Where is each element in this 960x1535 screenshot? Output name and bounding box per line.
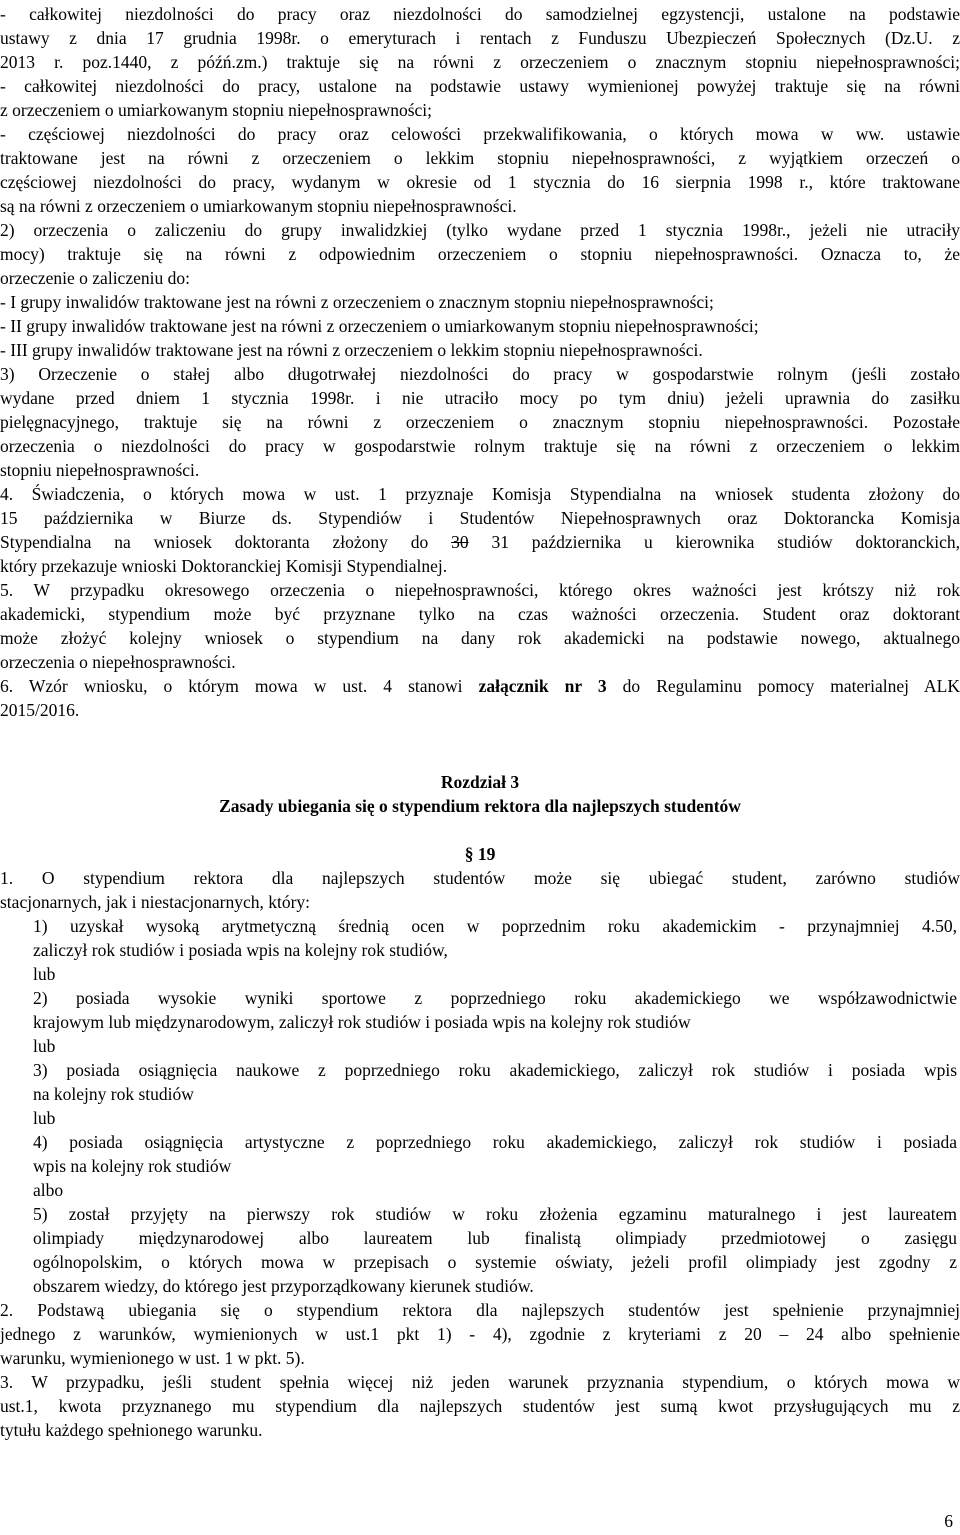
text-line — [0, 530, 960, 554]
text-line: wydane przed dniem 1 stycznia 1998r. i nie utraciło mocy po tym dniu) jeżeli uprawnia do zasiłku — [0, 388, 960, 408]
list-item: zaliczył rok studiów i posiada wpis na kolejny rok studiów, — [33, 940, 448, 960]
text-line: - I grupy inwalidów traktowane jest na równi z orzeczeniem o znacznym stopniu niepełnosprawności; — [0, 292, 714, 312]
text-line: ust.1, kwota przyznanego mu stypendium dla najlepszych studentów jest sumą kwot przysługujących mu z — [0, 1396, 960, 1416]
text-fragment: 6. Wzór wniosku, o którym mowa w ust. 4 stanowi — [0, 676, 463, 696]
page-number: 6 — [944, 1511, 953, 1531]
text-line: - częściowej niezdolności do pracy oraz celowości przekwalifikowania, o których mowa w ww. ustawie — [0, 124, 960, 144]
chapter-subtitle: Zasady ubiegania się o stypendium rektora dla najlepszych studentów — [219, 796, 741, 816]
text-line: 3. W przypadku, jeśli student spełnia więcej niż jeden warunek przyznania stypendium, o których mowa w — [0, 1372, 960, 1392]
text-line: częściowej niezdolności do pracy, wydanym w okresie od 1 stycznia do 16 sierpnia 1998 r., które traktowane — [0, 172, 960, 192]
text-line: 2. Podstawą ubiegania się o stypendium rektora dla najlepszych studentów jest spełnienie przynajmniej — [0, 1300, 960, 1320]
text-line: jednego z warunków, wymienionych w ust.1 pkt 1) - 4), zgodnie z kryteriami z 20 – 24 albo spełnienie — [0, 1324, 960, 1344]
text-line: akademicki, stypendium może być przyznane tylko na czas ważności orzeczenia. Student oraz doktorant — [0, 604, 960, 624]
text-line: - całkowitej niezdolności do pracy oraz niezdolności do samodzielnej egzystencji, ustalone na podstawie — [0, 4, 960, 24]
list-item: wpis na kolejny rok studiów — [33, 1156, 232, 1176]
text-line: traktowane jest na równi z orzeczeniem o lekkim stopniu niepełnosprawności, z wyjątkiem orzeczeń o — [0, 148, 960, 168]
list-item: albo — [33, 1180, 64, 1200]
list-item: na kolejny rok studiów — [33, 1084, 194, 1104]
text-line: 15 października w Biurze ds. Stypendiów i Studentów Niepełnosprawnych oraz Doktorancka Komisja — [0, 508, 960, 528]
text-line: stopniu niepełnosprawności. — [0, 460, 200, 480]
text-line: 2015/2016. — [0, 700, 80, 720]
text-line: są na równi z orzeczeniem o umiarkowanym stopniu niepełnosprawności. — [0, 196, 517, 216]
text-fragment: do Regulaminu pomocy materialnej ALK — [622, 676, 960, 696]
text-line: może złożyć kolejny wniosek o stypendium na dany rok akademicki na podstawie nowego, aktualnego — [0, 628, 960, 648]
text-line: który przekazuje wnioski Doktoranckiej Komisji Stypendialnej. — [0, 556, 448, 576]
text-line: warunku, wymienionego w ust. 1 w pkt. 5). — [0, 1348, 305, 1368]
list-item: 2) posiada wysokie wyniki sportowe z poprzedniego roku akademickiego we współzawodnictwie — [33, 988, 957, 1008]
text-line: 2) orzeczenia o zaliczeniu do grupy inwalidzkiej (tylko wydane przed 1 stycznia 1998r., jeżeli nie utraciły — [0, 220, 960, 240]
struck-text: 30 — [451, 532, 469, 552]
text-line: 3) Orzeczenie o stałej albo długotrwałej niezdolności do pracy w gospodarstwie rolnym (jeśli zostało — [0, 364, 960, 384]
text-line: pielęgnacyjnego, traktuje się na równi z orzeczeniem o znacznym stopniu niepełnosprawności. Pozostałe — [0, 412, 960, 432]
text-line: tytułu każdego spełnionego warunku. — [0, 1420, 263, 1440]
list-item: obszarem wiedzy, do którego jest przyporządkowany kierunek studiów. — [33, 1276, 534, 1296]
text-fragment: 31 października u kierownika studiów doktoranckich, — [491, 532, 960, 552]
list-item: 3) posiada osiągnięcia naukowe z poprzedniego roku akademickiego, zaliczył rok studiów i posiada wpis — [33, 1060, 957, 1080]
list-item: 5) został przyjęty na pierwszy rok studiów w roku złożenia egzaminu maturalnego i jest laureatem — [33, 1204, 957, 1224]
text-line: orzeczenia o niepełnosprawności. — [0, 652, 236, 672]
list-item: ogólnopolskim, o których mowa w przepisach o systemie oświaty, jeżeli profil olimpiady jest zgodny z — [33, 1252, 957, 1272]
list-item: olimpiady międzynarodowej albo laureatem lub finalistą olimpiady przedmiotowej o zasięgu — [33, 1228, 957, 1248]
section-mark: § 19 — [464, 844, 496, 864]
list-item: 4) posiada osiągnięcia artystyczne z poprzedniego roku akademickiego, zaliczył rok studiów i posiada — [33, 1132, 957, 1152]
text-line: 4. Świadczenia, o których mowa w ust. 1 przyznaje Komisja Stypendialna na wniosek studenta złożony do — [0, 484, 960, 504]
list-item: krajowym lub międzynarodowym, zaliczył rok studiów i posiada wpis na kolejny rok studiów — [33, 1012, 691, 1032]
bold-attachment-ref: załącznik nr 3 — [478, 676, 607, 696]
text-line: 2013 r. poz.1440, z późń.zm.) traktuje się na równi z orzeczeniem o znacznym stopniu niepełnosprawności; — [0, 52, 960, 72]
text-line: - II grupy inwalidów traktowane jest na równi z orzeczeniem o umiarkowanym stopniu niepełnosprawności; — [0, 316, 759, 336]
text-fragment: Stypendialna na wniosek doktoranta złożony do — [0, 532, 429, 552]
list-item: lub — [33, 964, 56, 984]
section-number: 19 — [477, 844, 496, 864]
text-line: z orzeczeniem o umiarkowanym stopniu niepełnosprawności; — [0, 100, 433, 120]
text-line: stacjonarnych, jak i niestacjonarnych, który: — [0, 892, 311, 912]
chapter-title: Rozdział 3 — [440, 772, 520, 792]
text-line — [0, 674, 960, 698]
list-item: 1) uzyskał wysoką arytmetyczną średnią ocen w poprzednim roku akademickim - przynajmniej 4.50, — [33, 916, 957, 936]
text-line: ustawy z dnia 17 grudnia 1998r. o emeryturach i rentach z Funduszu Ubezpieczeń Społecznych (Dz.U. z — [0, 28, 960, 48]
text-line: - całkowitej niezdolności do pracy, ustalone na podstawie ustawy wymienionej powyżej traktuje się na równi — [0, 76, 960, 96]
text-line: orzeczenie o zaliczeniu do: — [0, 268, 190, 288]
text-line: mocy) traktuje się na równi z odpowiednim orzeczeniem o stopniu niepełnosprawności. Oznacza to, że — [0, 244, 960, 264]
text-line: 1. O stypendium rektora dla najlepszych studentów może się ubiegać student, zarówno studiów — [0, 868, 960, 888]
list-item: lub — [33, 1108, 56, 1128]
list-item: lub — [33, 1036, 56, 1056]
text-line: - III grupy inwalidów traktowane jest na równi z orzeczeniem o lekkim stopniu niepełnosprawności. — [0, 340, 703, 360]
text-line: orzeczenia o niezdolności do pracy w gospodarstwie rolnym traktuje się na równi z orzeczeniem o lekkim — [0, 436, 960, 456]
text-line: 5. W przypadku okresowego orzeczenia o niepełnosprawności, którego okres ważności jest krótszy niż rok — [0, 580, 960, 600]
